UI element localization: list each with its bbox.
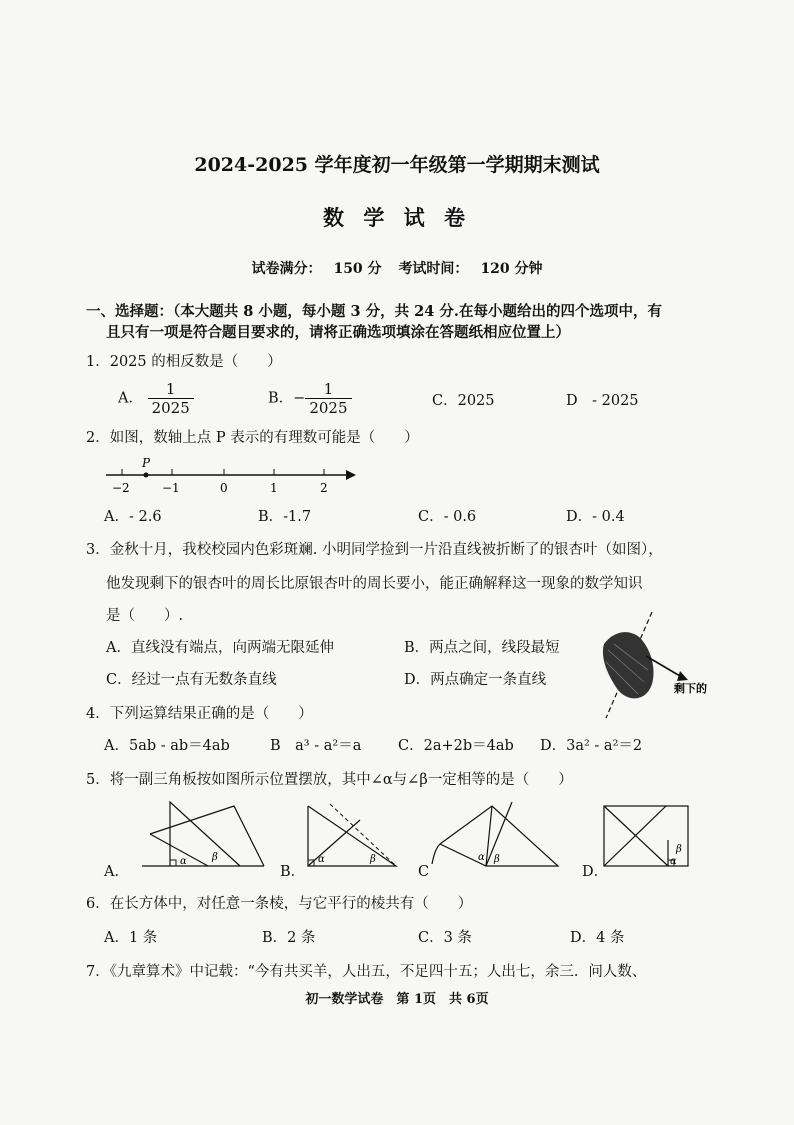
q4-stem: 4．下列运算结果正确的是（ ） bbox=[86, 706, 313, 722]
q4-option-d: D．3a² - a²＝2 bbox=[540, 738, 643, 754]
svg-text:β: β bbox=[676, 844, 682, 855]
arrow-head-icon bbox=[677, 671, 688, 681]
point-p-label: P bbox=[142, 456, 151, 470]
q6-option-c: C．3 条 bbox=[418, 930, 472, 946]
q1-option-a: A． $\frac{1}{2025}$ bbox=[118, 380, 194, 417]
q4-option-b: B a³ - a²＝a bbox=[270, 738, 362, 754]
q3-option-a: A．直线没有端点，向两端无限延伸 bbox=[106, 640, 334, 656]
ginkgo-leaf-figure bbox=[594, 610, 714, 720]
q1-stem: 1．2025 的相反数是（ ） bbox=[86, 354, 282, 370]
q4-option-c: C．2a+2b＝4ab bbox=[398, 738, 514, 754]
number-line-figure bbox=[100, 455, 360, 497]
q5-stem: 5．将一副三角板按如图所示位置摆放，其中∠α与∠β一定相等的是（ ） bbox=[86, 772, 573, 788]
q6-option-b: B．2 条 bbox=[262, 930, 316, 946]
svg-text:α: α bbox=[478, 852, 485, 863]
svg-text:β: β bbox=[212, 852, 218, 863]
q3-option-d: D．两点确定一条直线 bbox=[404, 672, 547, 688]
q1-option-b: B．− $\frac{1}{2025}$ bbox=[268, 380, 352, 417]
q1-option-d: D - 2025 bbox=[566, 393, 639, 409]
time-value: 120 分钟 bbox=[480, 261, 543, 277]
svg-text:β: β bbox=[370, 854, 376, 865]
section-heading-line1: 一、选择题：（本大题共 8 小题，每小题 3 分，共 24 分.在每小题给出的四个选项中，有 bbox=[86, 303, 662, 320]
score-label: 试卷满分： bbox=[251, 261, 322, 277]
q6-stem: 6．在长方体中，对任意一条棱，与它平行的棱共有（ ） bbox=[86, 896, 473, 912]
tick-label-m2: −2 bbox=[112, 481, 130, 495]
triangle-figure-b bbox=[300, 800, 410, 874]
page-footer: 初一数学试卷 第 1页 共 6页 bbox=[305, 992, 489, 1007]
point-p bbox=[144, 473, 149, 478]
q3-line2: 他发现剩下的银杏叶的周长比原银杏叶的周长要小，能正确解释这一现象的数学知识 bbox=[106, 576, 643, 592]
svg-text:α: α bbox=[670, 856, 677, 867]
tick-label-m1: −1 bbox=[162, 481, 180, 495]
time-label: 考试时间： bbox=[398, 261, 469, 277]
ginkgo-leaf-icon bbox=[603, 632, 654, 698]
q1-option-c: C．2025 bbox=[432, 393, 495, 409]
number-line-arrow bbox=[346, 470, 356, 480]
tick-label-2: 2 bbox=[320, 481, 328, 495]
exam-title: 2024-2025 学年度初一年级第一学期期末测试 bbox=[194, 154, 600, 176]
q3-line1: 3．金秋十月，我校校园内色彩斑斓. 小明同学捡到一片沿直线被折断了的银杏叶（如图）， bbox=[86, 542, 663, 558]
section-heading-line2: 且只有一项是符合题目要求的，请将正确选项填涂在答题纸相应位置上） bbox=[106, 324, 570, 341]
q3-line3: 是（ ）. bbox=[106, 608, 184, 624]
q1-a-fraction: $\frac{1}{2025}$ bbox=[148, 380, 194, 417]
tick-label-1: 1 bbox=[270, 481, 278, 495]
svg-text:β: β bbox=[494, 854, 500, 865]
triangle-figure-d bbox=[596, 800, 696, 874]
q1-b-fraction: $\frac{1}{2025}$ bbox=[305, 380, 351, 417]
exam-info bbox=[0, 258, 794, 278]
q5-option-b: B． bbox=[280, 864, 306, 880]
score-value: 150 分 bbox=[333, 261, 382, 277]
q5-option-d: D． bbox=[582, 864, 609, 880]
q5-option-c: C bbox=[418, 864, 430, 880]
q2-option-b: B．-1.7 bbox=[258, 509, 312, 525]
q3-option-c: C．经过一点有无数条直线 bbox=[106, 672, 277, 688]
q2-option-c: C．- 0.6 bbox=[418, 509, 477, 525]
svg-text:α: α bbox=[318, 854, 325, 865]
exam-subtitle: 数 学 试 卷 bbox=[323, 205, 471, 230]
svg-text:α: α bbox=[180, 856, 187, 867]
q3-option-b: B．两点之间，线段最短 bbox=[404, 640, 560, 656]
q6-option-d: D．4 条 bbox=[570, 930, 625, 946]
q4-option-a: A．5ab - ab＝4ab bbox=[104, 738, 230, 754]
tick-label-0: 0 bbox=[220, 481, 228, 495]
q2-stem: 2．如图，数轴上点 P 表示的有理数可能是（ ） bbox=[86, 430, 419, 446]
q5-option-a: A． bbox=[104, 864, 129, 880]
q2-option-d: D．- 0.4 bbox=[566, 509, 625, 525]
triangle-figure-a bbox=[140, 800, 270, 874]
triangle-figure-c bbox=[426, 800, 566, 874]
q7-stem: 7．《九章算术》中记载：“今有共买羊，人出五，不足四十五；人出七，余三．问人数、 bbox=[86, 964, 647, 980]
q6-option-a: A．1 条 bbox=[104, 930, 158, 946]
q2-option-a: A．- 2.6 bbox=[104, 509, 162, 525]
leaf-label: 剩下的 bbox=[674, 682, 707, 695]
